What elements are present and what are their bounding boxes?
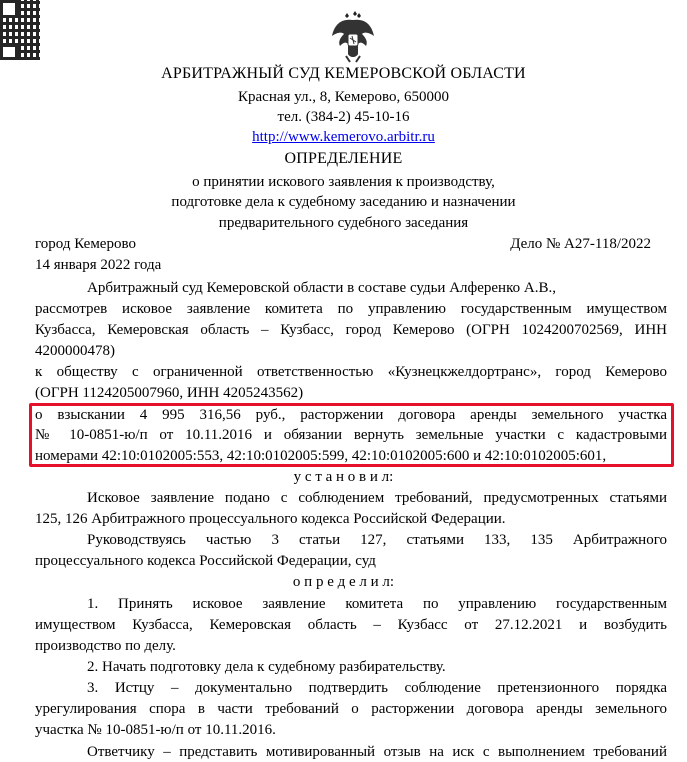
paragraph-filed-line-2: 125, 126 Арбитражного процессуального кодекса Российской Федерации.: [35, 511, 506, 527]
coat-of-arms-icon: [330, 8, 376, 64]
document-type: ОПРЕДЕЛЕНИЕ: [284, 150, 403, 167]
paragraph-judge: Арбитражный суд Кемеровской области в составе судьи Алференко А.В.,: [87, 280, 556, 296]
court-name: АРБИТРАЖНЫЙ СУД КЕМЕРОВСКОЙ ОБЛАСТИ: [161, 65, 526, 82]
item-3-line-2: урегулирования спора в части требований о расторжении договора аренды земельного: [35, 701, 667, 717]
paragraph-claim-line-2: Кузбасса, Кемеровская область – Кузбасс, город Кемерово (ОГРН 1024200702569, ИНН: [35, 322, 667, 338]
item-1-line-1: 1. Принять исковое заявление комитета по управлению государственным: [87, 596, 667, 612]
paragraph-guided-line-1: Руководствуясь частью 3 статьи 127, статьями 133, 135 Арбитражного: [87, 532, 667, 548]
case-number: Дело № А27-118/2022: [510, 236, 651, 252]
paragraph-defendant-line-2: (ОГРН 1124205007960, ИНН 4205243562): [35, 385, 304, 401]
document-subject-line-2: подготовке дела к судебному заседанию и назначении: [171, 194, 516, 210]
document-subject-line-1: о принятии искового заявления к производству,: [192, 174, 495, 190]
paragraph-claim-line-1: рассмотрев исковое заявление комитета по управлению государственным имуществом: [35, 301, 667, 317]
court-address: Красная ул., 8, Кемерово, 650000: [238, 89, 449, 105]
paragraph-demand-line-3: номерами 42:10:0102005:553, 42:10:0102005:599, 42:10:0102005:600 и 42:10:0102005:601,: [35, 448, 607, 464]
court-phone: тел. (384-2) 45-10-16: [277, 109, 410, 125]
item-4-line-1: Ответчику – представить мотивированный отзыв на иск с выполнением требований: [87, 744, 667, 760]
item-1-line-2: имуществом Кузбасса, Кемеровская область – Кузбасс от 27.12.2021 и возбудить: [35, 617, 667, 633]
heading-established: у с т а н о в и л:: [293, 469, 394, 485]
qr-code-icon: [0, 0, 40, 60]
paragraph-guided-line-2: процессуального кодекса Российской Федерации, суд: [35, 553, 376, 569]
paragraph-demand-line-1: о взыскании 4 995 316,56 руб., расторжении договора аренды земельного участка: [35, 407, 667, 423]
paragraph-defendant-line-1: к обществу с ограниченной ответственностью «Кузнецкжелдортранс», город Кемерово: [35, 364, 667, 380]
paragraph-filed-line-1: Исковое заявление подано с соблюдением требований, предусмотренных статьями: [87, 490, 667, 506]
item-3-line-1: 3. Истцу – документально подтвердить соблюдение претензионного порядка: [87, 680, 667, 696]
qr-finder-top-left: [0, 0, 18, 18]
heading-determined: о п р е д е л и л:: [292, 574, 395, 590]
court-website-link[interactable]: http://www.kemerovo.arbitr.ru: [252, 129, 435, 145]
document-date: 14 января 2022 года: [35, 257, 162, 273]
paragraph-claim-line-3: 4200000478): [35, 343, 115, 359]
item-2: 2. Начать подготовку дела к судебному разбирательству.: [87, 659, 446, 675]
city: город Кемерово: [35, 236, 136, 252]
item-3-line-3: участка № 10-0851-ю/п от 10.11.2016.: [35, 722, 276, 738]
document-subject-line-3: предварительного судебного заседания: [218, 215, 469, 231]
qr-finder-bottom-left: [0, 44, 18, 60]
paragraph-demand-line-2: № 10-0851-ю/п от 10.11.2016 и обязании вернуть земельные участки с кадастровыми: [35, 427, 667, 443]
item-1-line-3: производство по делу.: [35, 638, 176, 654]
